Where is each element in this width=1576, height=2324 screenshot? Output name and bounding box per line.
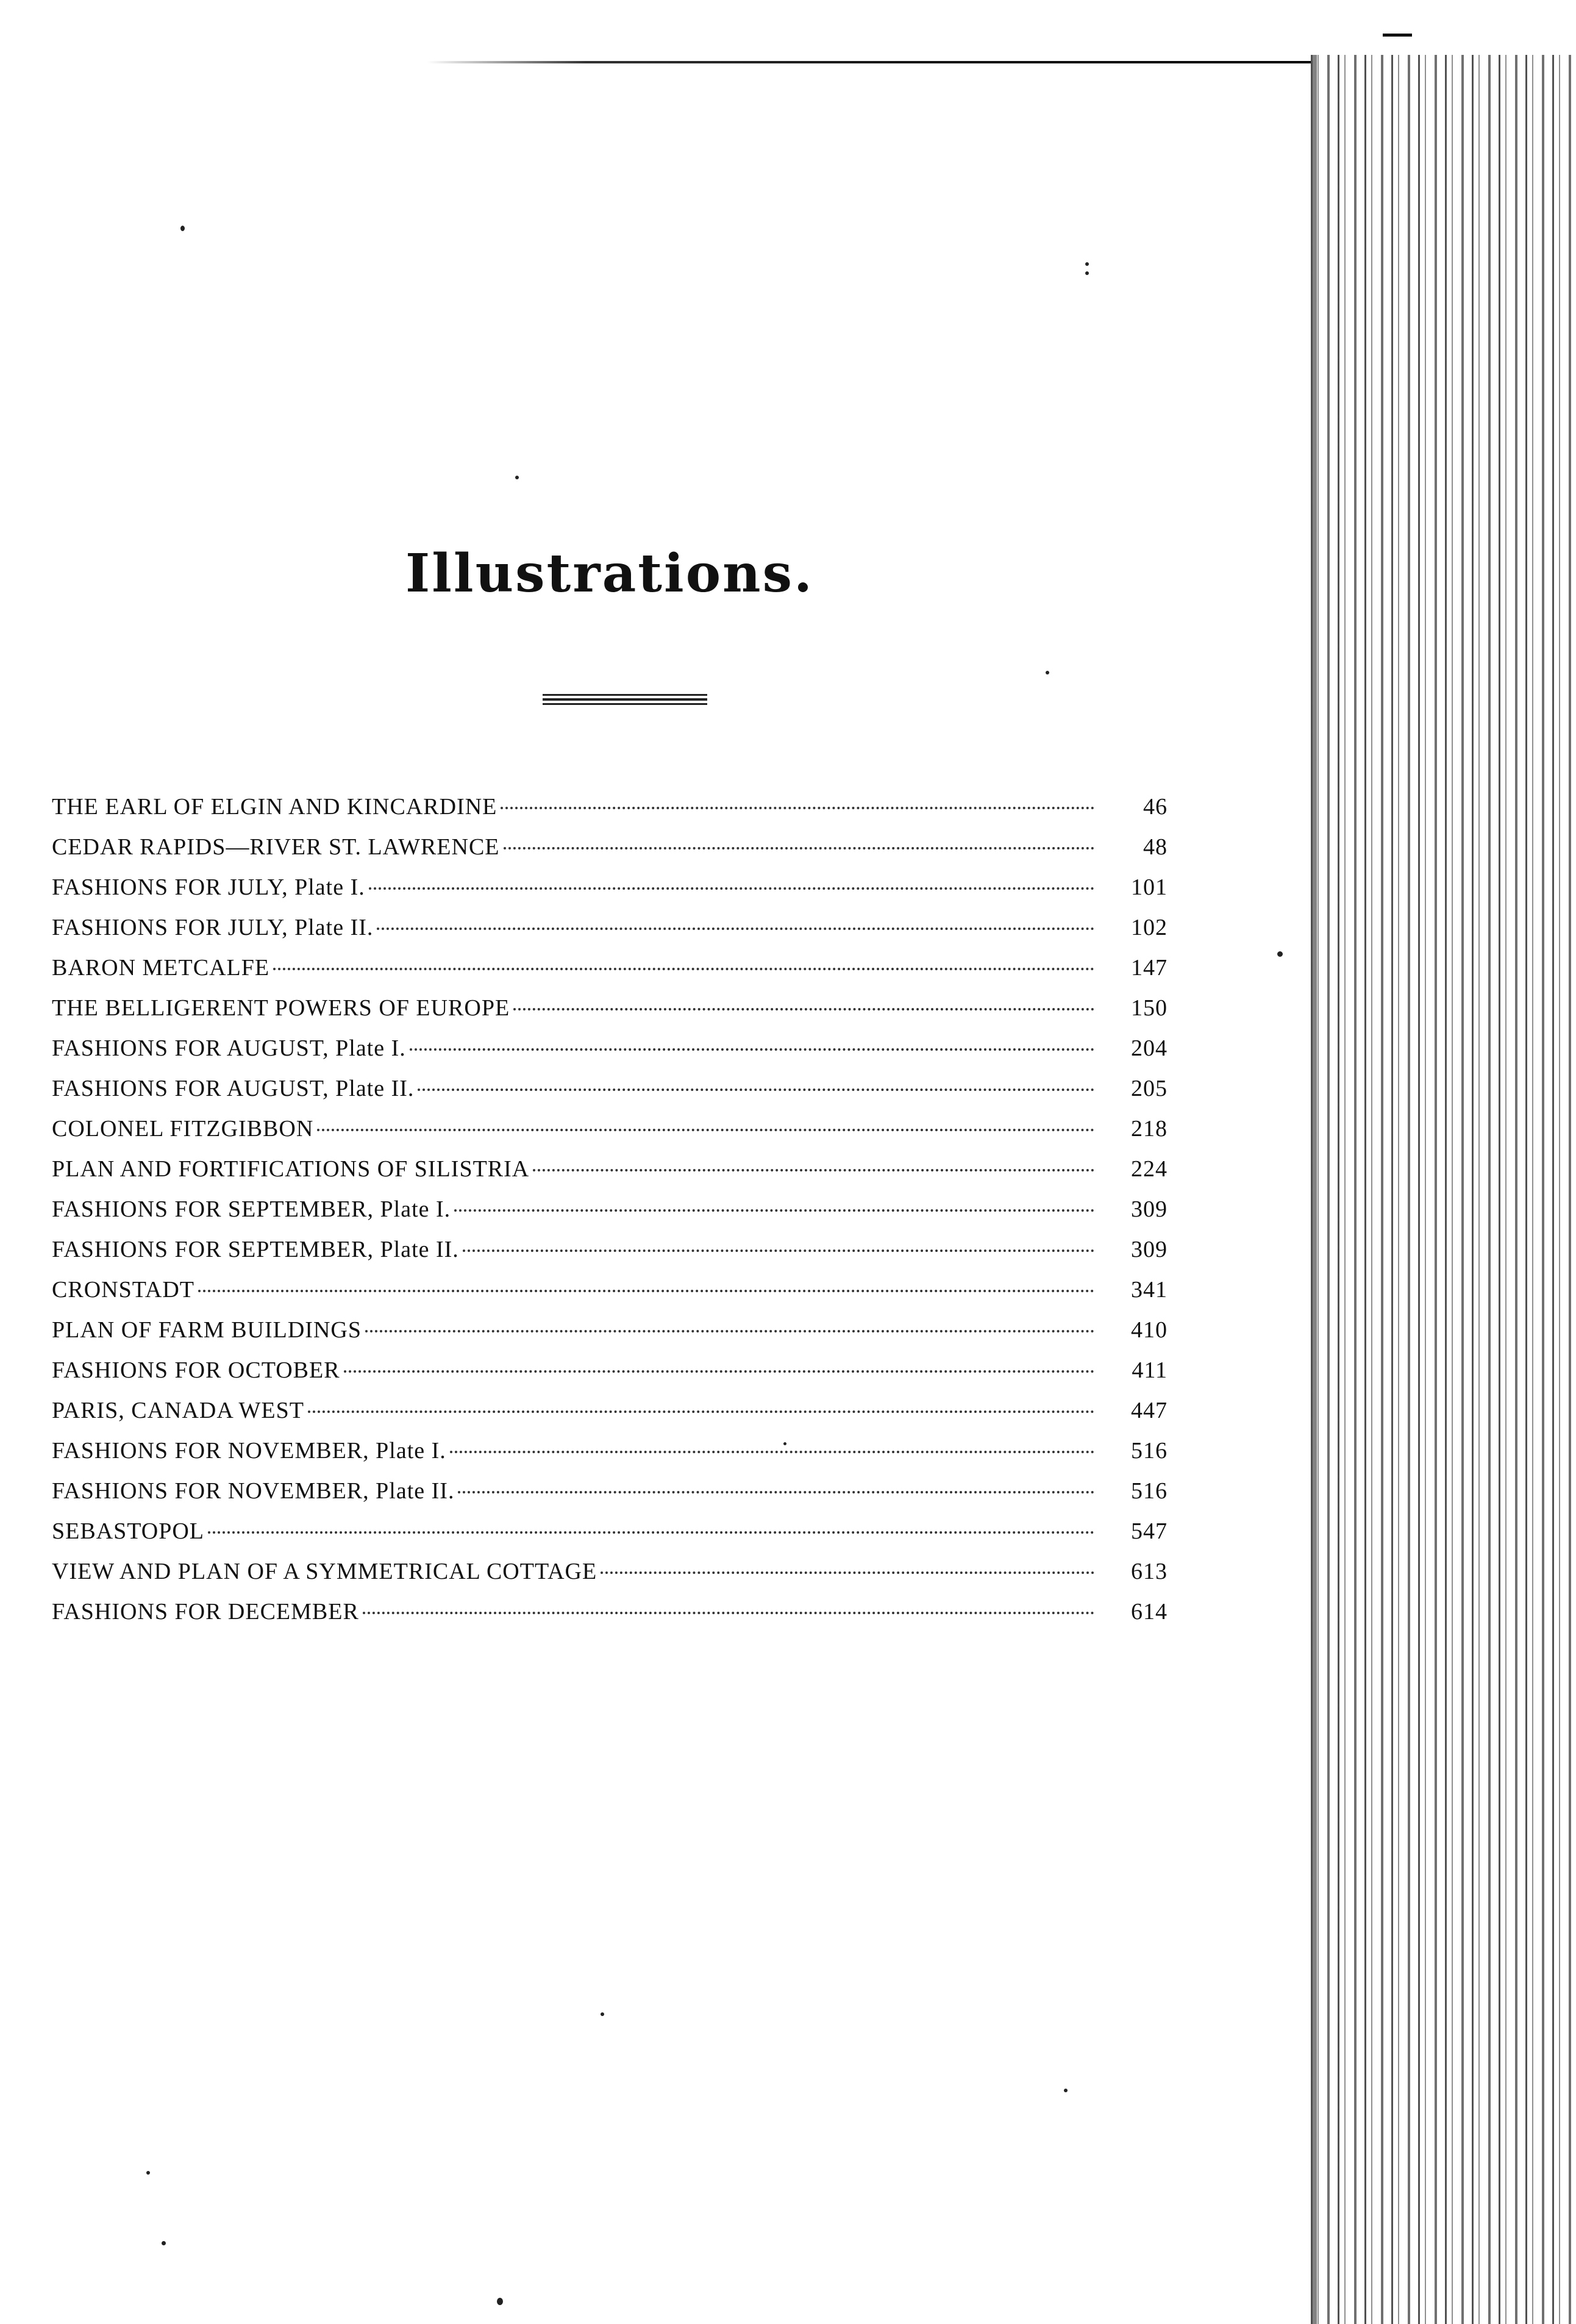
illustration-entry	[52, 1431, 1168, 1471]
speck	[1277, 951, 1283, 957]
entry-page-number: 613	[1131, 1559, 1168, 1584]
illustration-entry	[52, 1592, 1168, 1632]
entry-page-number: 147	[1131, 955, 1168, 981]
entry-title: PLAN AND FORTIFICATIONS OF SILISTRIA	[52, 1156, 530, 1182]
entry-title: THE BELLIGERENT POWERS OF EUROPE	[52, 995, 510, 1021]
entry-title: CEDAR RAPIDS—RIVER ST. LAWRENCE	[52, 834, 500, 860]
illustration-entry	[52, 1068, 1168, 1109]
illustration-entry	[52, 1350, 1168, 1390]
entry-page-number: 516	[1131, 1438, 1168, 1464]
speck	[1085, 262, 1089, 266]
illustration-entry	[52, 988, 1168, 1028]
illustration-entry	[52, 1551, 1168, 1592]
speck	[162, 2241, 166, 2245]
ornament-line	[543, 694, 707, 696]
dot-leader	[454, 1209, 1094, 1212]
entry-page-number: 309	[1131, 1237, 1168, 1262]
ornament-line	[543, 703, 707, 705]
dot-leader	[513, 1008, 1094, 1010]
entry-page-number: 205	[1131, 1076, 1168, 1101]
illustration-entry	[52, 1390, 1168, 1431]
entry-title: FASHIONS FOR NOVEMBER, Plate II.	[52, 1478, 455, 1504]
entry-page-number: 46	[1143, 794, 1168, 820]
speck	[601, 2012, 604, 2016]
illustration-entry	[52, 948, 1168, 988]
entry-title: FASHIONS FOR SEPTEMBER, Plate I.	[52, 1196, 451, 1222]
speck	[146, 2171, 150, 2175]
entry-page-number: 218	[1131, 1116, 1168, 1142]
dot-leader	[317, 1129, 1094, 1131]
entry-title: THE EARL OF ELGIN AND KINCARDINE	[52, 794, 497, 820]
illustration-entry	[52, 1189, 1168, 1229]
speck	[497, 2298, 503, 2305]
illustrations-list	[52, 787, 1168, 1632]
entry-page-number: 150	[1131, 995, 1168, 1021]
illustration-entry	[52, 1149, 1168, 1189]
dot-leader	[450, 1451, 1094, 1453]
entry-page-number: 516	[1131, 1478, 1168, 1504]
entry-title: PARIS, CANADA WEST	[52, 1398, 304, 1423]
dot-leader	[369, 887, 1094, 890]
entry-title: CRONSTADT	[52, 1277, 194, 1303]
illustration-entry	[52, 827, 1168, 867]
entry-title: FASHIONS FOR JULY, Plate II.	[52, 915, 374, 940]
entry-title: FASHIONS FOR AUGUST, Plate II.	[52, 1076, 415, 1101]
dot-leader	[308, 1410, 1094, 1413]
entry-page-number: 447	[1131, 1398, 1168, 1423]
entry-title: FASHIONS FOR OCTOBER	[52, 1357, 340, 1383]
entry-page-number: 48	[1143, 834, 1168, 860]
entry-title: FASHIONS FOR JULY, Plate I.	[52, 874, 365, 900]
speck	[180, 226, 185, 231]
speck	[1064, 2089, 1068, 2092]
illustration-entry	[52, 1511, 1168, 1551]
dot-leader	[410, 1048, 1094, 1051]
speck	[783, 1442, 786, 1445]
illustration-entry	[52, 867, 1168, 907]
dot-leader	[504, 847, 1094, 849]
entry-page-number: 411	[1132, 1357, 1168, 1383]
entry-page-number: 101	[1131, 874, 1168, 900]
dot-leader	[458, 1491, 1094, 1493]
entry-page-number: 410	[1131, 1317, 1168, 1343]
entry-title: PLAN OF FARM BUILDINGS	[52, 1317, 362, 1343]
entry-title: FASHIONS FOR DECEMBER	[52, 1599, 359, 1625]
illustration-entry	[52, 787, 1168, 827]
dot-leader	[363, 1612, 1094, 1614]
entry-title: SEBASTOPOL	[52, 1518, 205, 1544]
dot-leader	[463, 1250, 1094, 1252]
illustration-entry	[52, 1229, 1168, 1270]
dot-leader	[601, 1571, 1094, 1574]
illustration-entry	[52, 907, 1168, 948]
speck	[1085, 271, 1089, 275]
entry-title: FASHIONS FOR SEPTEMBER, Plate II.	[52, 1237, 459, 1262]
entry-page-number: 204	[1131, 1035, 1168, 1061]
title-ornament-rule	[543, 694, 707, 705]
illustration-entry	[52, 1028, 1168, 1068]
entry-page-number: 547	[1131, 1518, 1168, 1544]
dot-leader	[377, 928, 1094, 930]
ornament-line	[543, 698, 707, 701]
page-title: Illustrations.	[405, 543, 814, 604]
speck	[515, 476, 519, 479]
top-rule	[427, 61, 1311, 63]
entry-title: BARON METCALFE	[52, 955, 270, 981]
dot-leader	[418, 1089, 1094, 1091]
entry-page-number: 309	[1131, 1196, 1168, 1222]
binding-edge	[1311, 55, 1576, 2324]
dot-leader	[365, 1330, 1094, 1332]
dot-leader	[501, 807, 1094, 809]
dot-leader	[208, 1531, 1094, 1534]
entry-page-number: 341	[1131, 1277, 1168, 1303]
entry-page-number: 102	[1131, 915, 1168, 940]
entry-title: FASHIONS FOR AUGUST, Plate I.	[52, 1035, 406, 1061]
entry-title: VIEW AND PLAN OF A SYMMETRICAL COTTAGE	[52, 1559, 597, 1584]
illustration-entry	[52, 1109, 1168, 1149]
dot-leader	[198, 1290, 1094, 1292]
illustration-entry	[52, 1270, 1168, 1310]
dot-leader	[273, 968, 1094, 970]
illustration-entry	[52, 1471, 1168, 1511]
entry-page-number: 614	[1131, 1599, 1168, 1625]
dot-leader	[344, 1370, 1094, 1373]
illustration-entry	[52, 1310, 1168, 1350]
entry-title: FASHIONS FOR NOVEMBER, Plate I.	[52, 1438, 446, 1464]
entry-title: COLONEL FITZGIBBON	[52, 1116, 314, 1142]
speck	[1046, 671, 1049, 674]
dot-leader	[533, 1169, 1094, 1171]
top-dash	[1383, 34, 1412, 37]
entry-page-number: 224	[1131, 1156, 1168, 1182]
